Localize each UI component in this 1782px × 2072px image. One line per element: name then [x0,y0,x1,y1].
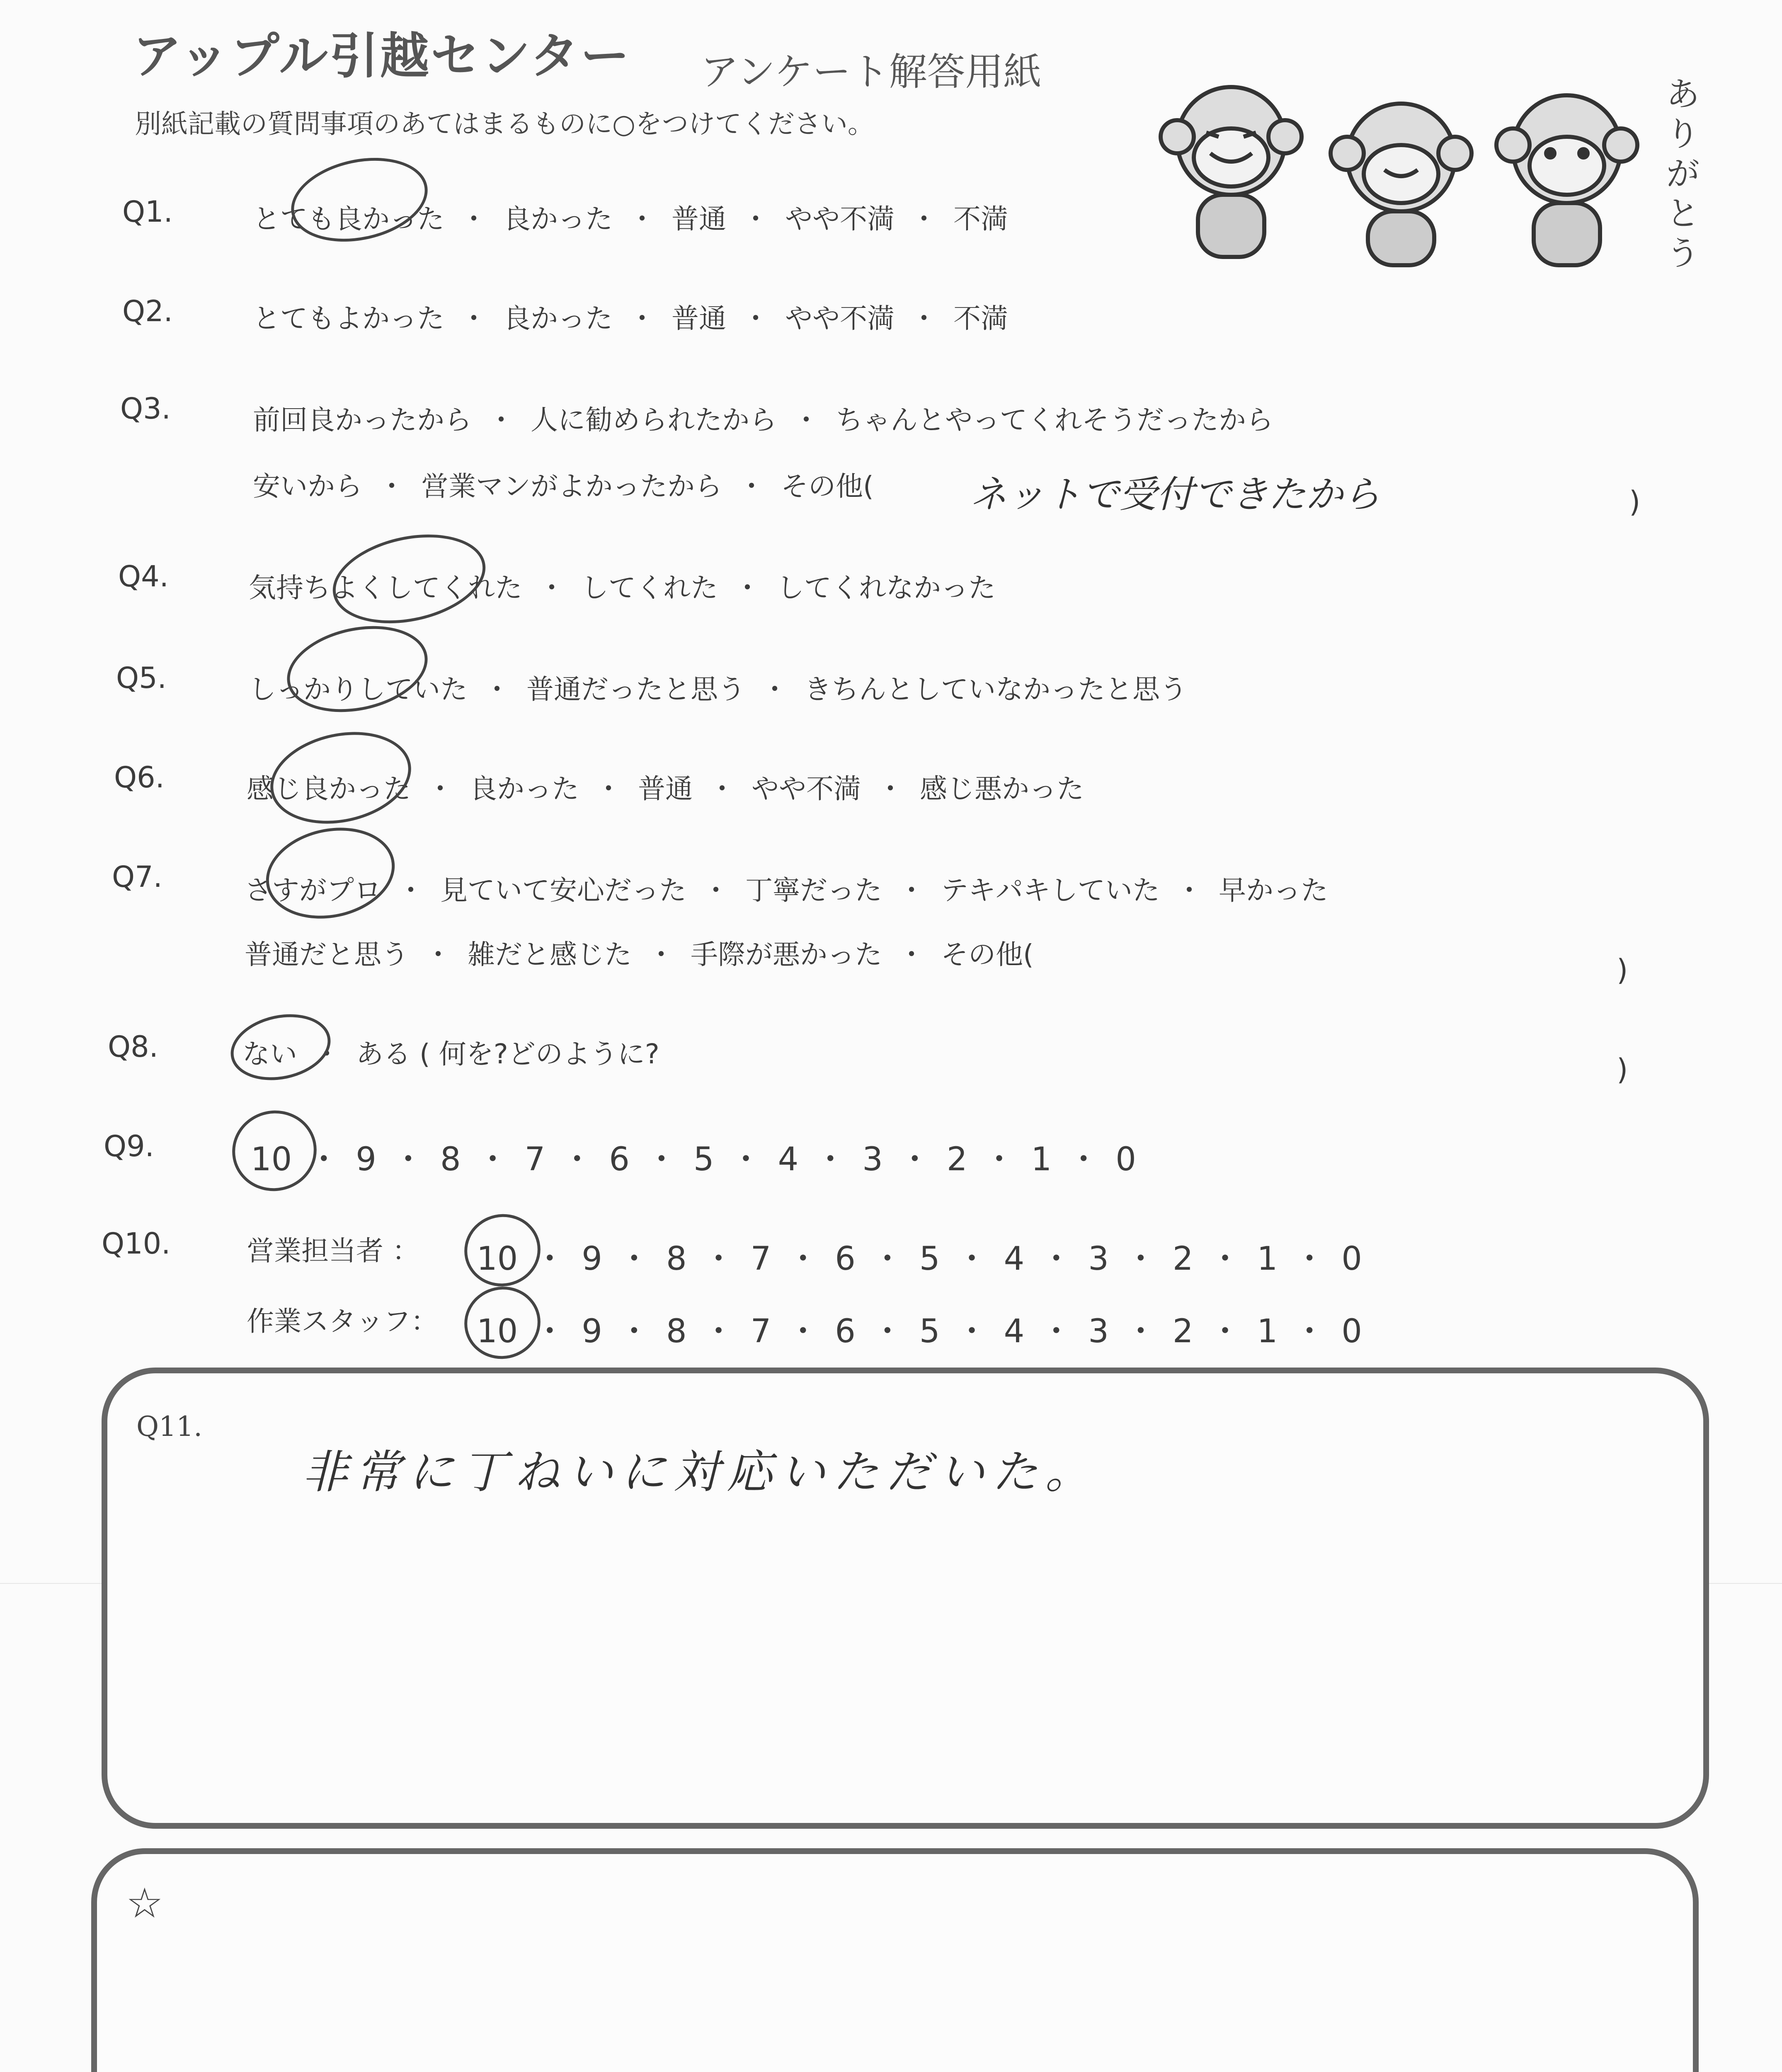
q7-option[interactable]: 雑だと感じた [468,939,632,971]
q7-option[interactable]: 普通だと思う [245,939,409,971]
q10-staff-score[interactable]: 3 [1088,1313,1109,1350]
q4-option[interactable]: してくれた [581,572,718,604]
q6-option[interactable]: 感じ悪かった [920,773,1084,805]
q2-options: とてもよかった ・ 良かった ・ 普通 ・ やや不満 ・ 不満 [253,296,1008,336]
q6-label: Q6. [114,760,165,794]
q11-comment-box[interactable] [102,1368,1709,1829]
q9-score[interactable]: 9 [356,1141,376,1178]
q8-close-paren: ) [1617,1053,1628,1087]
q3-options-line2: 安いから ・ 営業マンがよかったから ・ その他( [253,464,874,503]
form-instruction: 別紙記載の質問事項のあてはまるものに○をつけてください。 [135,109,874,140]
q3-option[interactable]: 営業マンがよかったから [421,470,722,502]
q5-answer-circle [279,614,436,724]
q4-answer-circle [325,521,494,636]
q10-staff-score[interactable]: 7 [750,1313,771,1350]
q5-option[interactable]: きちんとしていなかったと思う [804,673,1187,705]
q10-sales-score[interactable]: 0 [1341,1240,1362,1278]
q10-staff-scale: 10 ・ 9 ・ 8 ・ 7 ・ 6 ・ 5 ・ 4 ・ 3 ・ 2 ・ 1 ・ 0 [477,1313,1362,1350]
q2-option[interactable]: やや不満 [785,303,895,334]
q9-score[interactable]: 8 [440,1141,461,1178]
q3-close-paren: ) [1629,485,1641,519]
q9-score[interactable]: 2 [946,1141,967,1178]
q10-sales-score[interactable]: 8 [666,1240,687,1278]
q6-answer-circle [262,720,420,836]
q1-option[interactable]: とても良かった [253,203,444,235]
q10-staff-score[interactable]: 5 [919,1313,940,1350]
q3-option[interactable]: 前回良かったから [253,404,472,436]
q10-sales-score[interactable]: 5 [919,1240,940,1278]
q1-option[interactable]: 不満 [953,203,1008,235]
q6-option[interactable]: やや不満 [752,773,861,805]
q10-sales-score[interactable]: 10 [477,1240,518,1278]
thanks-text: ありがとう [1666,75,1700,273]
q5-label: Q5. [116,661,167,695]
q10-staff-score[interactable]: 4 [1004,1313,1025,1350]
q10-staff-score[interactable]: 10 [477,1313,518,1350]
q9-label: Q9. [104,1129,154,1163]
q2-option[interactable]: 普通 [672,303,726,334]
q7-answer-circle [257,816,403,930]
q9-answer-circle [225,1103,324,1199]
q11-label: Q11. [136,1411,203,1443]
q8-label: Q8. [108,1030,158,1064]
q3-option[interactable]: 安いから [253,470,362,502]
q7-close-paren: ) [1617,953,1628,987]
q10-staff-score[interactable]: 1 [1257,1313,1278,1350]
q3-other-answer[interactable]: ネットで受付できたから [970,473,1380,516]
q4-option[interactable]: 気持ちよくしてくれた [249,572,522,604]
q7-option[interactable]: テキパキしていた [941,874,1160,906]
q10-sales-answer-circle [458,1207,547,1293]
q10-sales-score[interactable]: 4 [1004,1240,1025,1278]
q10-sales-score[interactable]: 9 [582,1240,602,1278]
q10-staff-score[interactable]: 8 [666,1313,687,1350]
q8-option[interactable]: ない [242,1038,297,1070]
q6-option[interactable]: 良かった [470,773,579,805]
q9-score[interactable]: 5 [693,1141,714,1178]
q10-label: Q10. [102,1227,171,1261]
q3-option[interactable]: その他( [781,470,874,502]
q10-sales-score[interactable]: 3 [1088,1240,1109,1278]
q7-option[interactable]: 丁寧だった [745,874,882,906]
q6-option[interactable]: 感じ良かった [247,773,411,805]
q7-options-line1: さすがプロ ・ 見ていて安心だった ・ 丁寧だった ・ テキパキしていた ・ 早かった [245,868,1328,908]
q7-options-line2: 普通だと思う ・ 雑だと感じた ・ 手際が悪かった ・ その他( [245,932,1034,972]
q9-score[interactable]: 7 [524,1141,546,1178]
q7-option[interactable]: 早かった [1219,874,1328,906]
q2-option[interactable]: 良かった [503,303,613,334]
q10-sales-score[interactable]: 7 [750,1240,771,1278]
q9-score[interactable]: 1 [1031,1141,1052,1178]
q5-option[interactable]: 普通だったと思う [526,673,745,705]
q1-options: とても良かった ・ 良かった ・ 普通 ・ やや不満 ・ 不満 [253,197,1008,236]
q10-sales-score[interactable]: 2 [1172,1240,1193,1278]
q10-staff-score[interactable]: 2 [1172,1313,1193,1350]
q9-score[interactable]: 3 [862,1141,883,1178]
q3-option[interactable]: ちゃんとやってくれそうだったから [836,404,1273,436]
q1-option[interactable]: やや不満 [785,203,895,235]
q9-scale: 10 ・ 9 ・ 8 ・ 7 ・ 6 ・ 5 ・ 4 ・ 3 ・ 2 ・ 1 ・ 0 [251,1141,1136,1178]
form-title: アップル引越センター [133,27,631,85]
q3-label: Q3. [120,392,171,426]
q4-label: Q4. [118,559,169,593]
q5-option[interactable]: しっかりしていた [249,673,468,705]
monkey-mascots-illustration [1152,58,1704,274]
form-subtitle: アンケート解答用紙 [701,50,1042,94]
q7-option[interactable]: その他( [941,939,1034,971]
q3-options-line1: 前回良かったから ・ 人に勧められたから ・ ちゃんとやってくれそうだったから [253,398,1273,437]
q1-label: Q1. [122,195,173,229]
q4-options: 気持ちよくしてくれた ・ してくれた ・ してくれなかった [249,566,996,605]
star-comment-box[interactable] [91,1848,1699,2072]
q1-answer-circle [283,146,435,253]
q9-score[interactable]: 10 [251,1141,292,1178]
q8-answer-circle [225,1005,337,1089]
q4-option[interactable]: してくれなかった [777,572,996,604]
q11-answer: 非常に丁ねいに対応いただいた。 [302,1445,1098,1498]
q8-option[interactable]: ある ( 何を?どのように? [356,1038,659,1070]
q10-sales-scale: 10 ・ 9 ・ 8 ・ 7 ・ 6 ・ 5 ・ 4 ・ 3 ・ 2 ・ 1 ・ 0 [477,1240,1362,1278]
q7-label: Q7. [112,860,162,894]
q7-option[interactable]: さすがプロ [245,874,381,906]
q2-option[interactable]: 不満 [953,303,1008,334]
q3-option[interactable]: 人に勧められたから [531,404,777,436]
q6-options: 感じ良かった ・ 良かった ・ 普通 ・ やや不満 ・ 感じ悪かった [247,767,1084,806]
q2-label: Q2. [122,294,173,328]
q9-score[interactable]: 6 [609,1141,630,1178]
star-icon: ☆ [126,1879,163,1927]
q8-options: ない ・ ある ( 何を?どのように? [242,1032,659,1071]
q10-staff-score[interactable]: 0 [1341,1313,1362,1350]
q7-option[interactable]: 手際が悪かった [691,939,882,971]
q9-score[interactable]: 4 [778,1141,799,1178]
q10-sales-score[interactable]: 1 [1257,1240,1278,1278]
q1-option[interactable]: 普通 [672,203,726,235]
q10-staff-score[interactable]: 6 [835,1313,856,1350]
q7-option[interactable]: 見ていて安心だった [440,874,686,906]
q9-score[interactable]: 0 [1115,1141,1136,1178]
q10-staff-score[interactable]: 9 [582,1313,602,1350]
q6-option[interactable]: 普通 [638,773,693,805]
q10-staff-label: 作業スタッフ： [247,1305,438,1337]
q1-option[interactable]: 良かった [503,203,613,235]
q2-option[interactable]: とてもよかった [253,303,444,334]
q10-sales-score[interactable]: 6 [835,1240,856,1278]
q10-staff-answer-circle [458,1280,547,1366]
q5-options: しっかりしていた ・ 普通だったと思う ・ きちんとしていなかったと思う [249,667,1187,707]
q10-sales-label: 営業担当者 ： [247,1235,419,1267]
